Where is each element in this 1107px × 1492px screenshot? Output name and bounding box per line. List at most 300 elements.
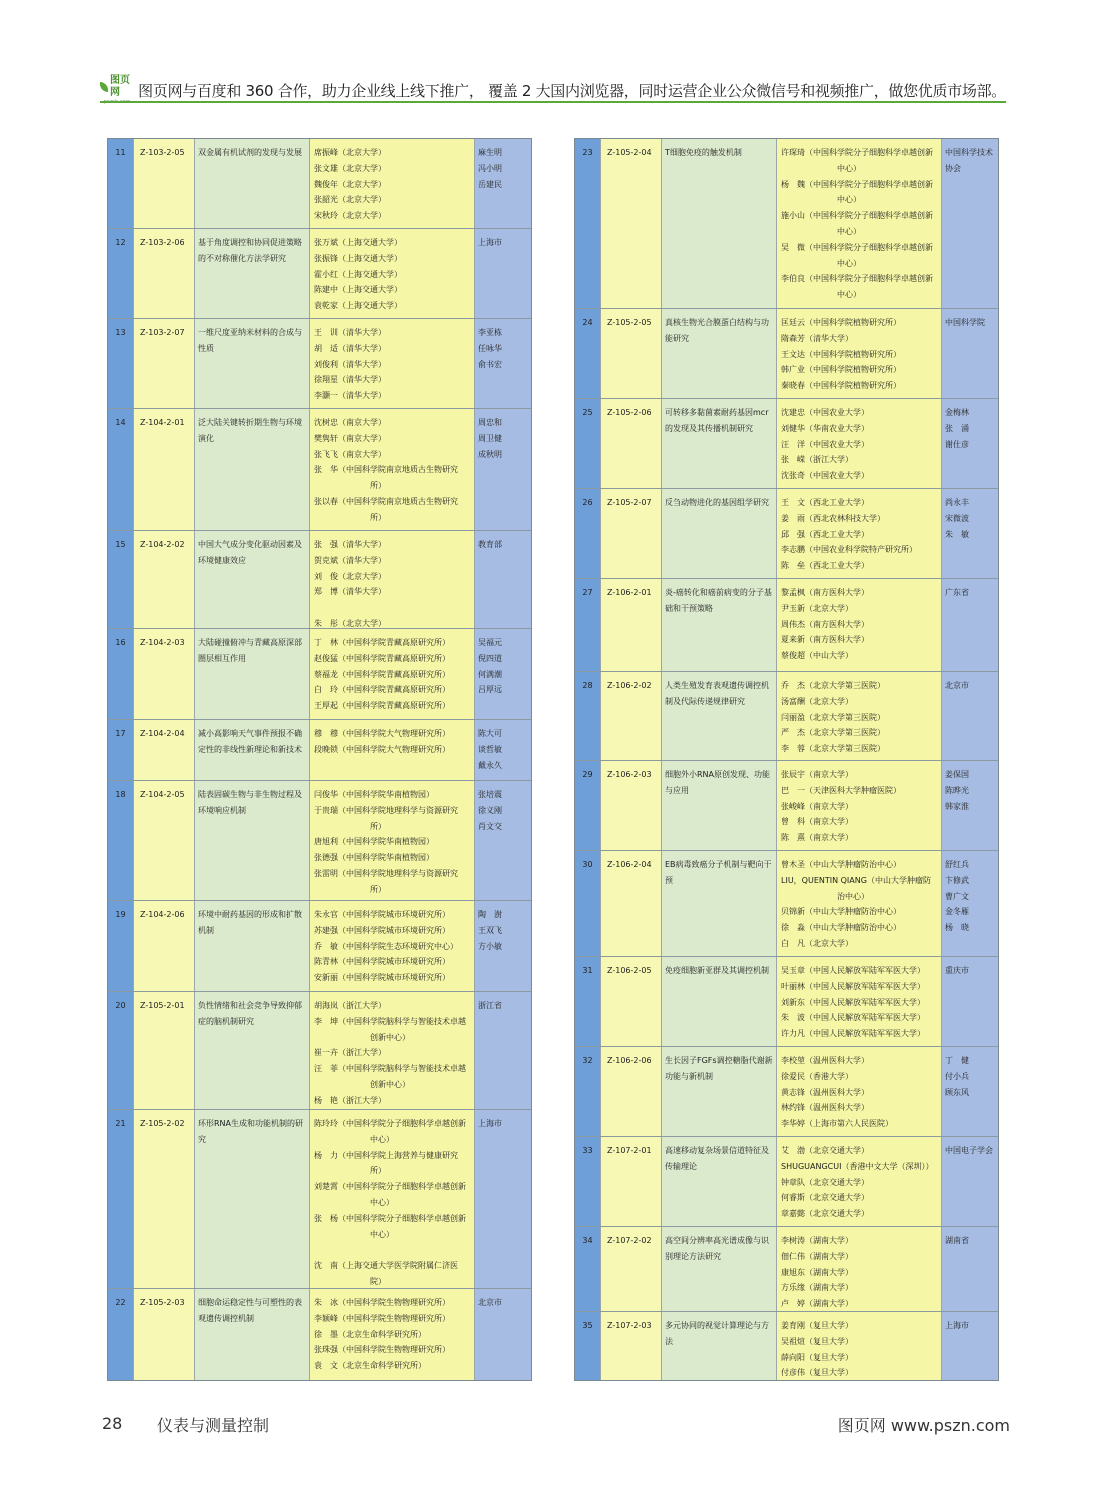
project-title: 多元协同的视觉计算理论与方法 (662, 1312, 777, 1381)
row-number: 18 (108, 781, 134, 900)
member-line: 王文达（中国科学院植物研究所） (781, 349, 901, 359)
member-line: 黄志锋（温州医科大学） (781, 1087, 869, 1097)
recommender-line: 陈大可 (478, 729, 502, 738)
table-row (575, 1227, 998, 1312)
recommender-line: 教育部 (478, 540, 502, 549)
row-number: 12 (108, 229, 134, 318)
member-line: 吴 微（中国科学院分子细胞科学卓越创新 (781, 242, 933, 252)
member-line: 蔡福龙（中国科学院青藏高原研究所） (314, 669, 450, 679)
table-row (108, 781, 531, 901)
recommender-line: 张 涌 (945, 423, 969, 433)
table-row (575, 1312, 998, 1381)
project-code: Z-104-2-03 (134, 629, 195, 719)
project-title: 细胞命运稳定性与可塑性的表观遗传调控机制 (195, 1289, 310, 1381)
recommender-line: 谈哲敏 (478, 744, 502, 754)
member-line: 陈 熹（南京大学） (781, 833, 853, 843)
site-logo[interactable] (100, 74, 134, 102)
table-row (108, 901, 531, 992)
member-line: 李颖峰（中国科学院生物物理研究所） (314, 1313, 450, 1323)
member-line-cont: 中心） (837, 163, 861, 173)
member-line: 汪 菲（中国科学院脑科学与智能技术卓越 (314, 1064, 466, 1074)
project-code: Z-105-2-05 (601, 309, 662, 398)
member-line: 王厚起（中国科学院青藏高原研究所） (314, 701, 450, 711)
recommender (475, 629, 531, 719)
member-line-cont: 所） (370, 512, 386, 522)
project-title: 高空间分辨率高光谱成像与识别理论方法研究 (662, 1227, 777, 1311)
project-code: Z-107-2-01 (601, 1137, 662, 1226)
footer-site[interactable]: 图页网 www.pszn.com (837, 1416, 1010, 1435)
project-code: Z-104-2-02 (134, 531, 195, 628)
member-line: 崔一卉（浙江大学） (314, 1048, 386, 1058)
member-line: 朱 冰（中国科学院生物物理研究所） (314, 1298, 450, 1307)
project-members (777, 1312, 942, 1381)
member-line: 乔 敏（中国科学院生态环境研究中心） (314, 941, 458, 951)
member-line: 袁乾家（上海交通大学） (314, 301, 402, 311)
project-title: 减小高影响天气事件预报不确定性的非线性新理论和新技术 (195, 720, 310, 780)
member-line: 张 华（中国科学院南京地质古生物研究 (314, 465, 458, 475)
member-line: 白 玲（中国科学院青藏高原研究所） (314, 685, 450, 695)
recommender-line: 岳建民 (478, 179, 502, 189)
member-line: 张 杨（中国科学院分子细胞科学卓越创新 (314, 1213, 466, 1223)
page-number: 28 (102, 1414, 123, 1433)
recommender-line: 李亚栋 (478, 328, 502, 337)
row-number: 11 (108, 139, 134, 228)
member-line-cont: 中心） (837, 258, 861, 268)
member-line: 沈建忠（中国农业大学） (781, 408, 869, 417)
recommender-line: 陶 澍 (478, 910, 502, 919)
row-number: 15 (108, 531, 134, 628)
project-code: Z-107-2-02 (601, 1227, 662, 1311)
recommender-line: 徐义刚 (478, 805, 502, 815)
project-title: 一维尺度亚纳米材料的合成与性质 (195, 319, 310, 408)
project-code: Z-106-2-05 (601, 957, 662, 1046)
member-line: 魏俊年（北京大学） (314, 179, 386, 189)
recommender-line: 中国科学技术 (945, 148, 993, 157)
project-members (777, 309, 942, 398)
recommender-line: 中国科学院 (945, 318, 985, 327)
recommender (475, 901, 531, 991)
row-number: 31 (575, 957, 601, 1046)
project-title: 泛大陆关键转折期生物与环境演化 (195, 409, 310, 530)
recommender-line: 尚永丰 (945, 498, 969, 507)
table-row (108, 720, 531, 781)
member-line: 方乐缘（湖南大学） (781, 1283, 853, 1293)
recommender-line: 韩家淮 (945, 801, 969, 811)
table-row (575, 579, 998, 672)
member-line: 郑 博（清华大学） (314, 587, 386, 597)
project-members (310, 139, 475, 228)
recommender-line: 协会 (945, 163, 961, 173)
row-number: 35 (575, 1312, 601, 1381)
project-code: Z-105-2-04 (601, 139, 662, 308)
member-line: 李灏一（清华大学） (314, 391, 386, 401)
recommender-line: 宋微波 (945, 513, 969, 523)
row-number: 34 (575, 1227, 601, 1311)
row-number: 26 (575, 489, 601, 578)
recommender-line: 方小敏 (478, 941, 502, 951)
member-line: 杨 力（中国科学院上海营养与健康研究 (314, 1150, 458, 1160)
member-line: 王 训（清华大学） (314, 328, 386, 337)
member-line: 陈建中（上海交通大学） (314, 285, 402, 295)
project-members (777, 851, 942, 956)
member-line: 许琛琦（中国科学院分子细胞科学卓越创新 (781, 148, 933, 157)
member-line: 张 嵘（浙江大学） (781, 455, 853, 465)
recommender (942, 139, 998, 308)
recommender (475, 781, 531, 900)
recommender (475, 1289, 531, 1381)
recommender (942, 957, 998, 1046)
table-row (108, 1289, 531, 1381)
member-line: 于贵瑞（中国科学院地理科学与资源研究 (314, 805, 458, 815)
member-line: 张万斌（上海交通大学） (314, 238, 402, 247)
row-number: 13 (108, 319, 134, 408)
member-line: 张以春（中国科学院南京地质古生物研究 (314, 496, 458, 506)
member-line: 林约锋（温州医科大学） (781, 1103, 869, 1113)
member-line-cont: 创新中心） (370, 1079, 410, 1089)
member-line: 陈玲玲（中国科学院分子细胞科学卓越创新 (314, 1119, 466, 1128)
member-line: 朱 彤（北京大学） (314, 618, 386, 628)
project-code: Z-107-2-03 (601, 1312, 662, 1381)
recommender-line: 倪四道 (478, 653, 502, 663)
recommender-line: 肖文交 (478, 821, 502, 831)
project-title: 人类生殖发育表观遗传调控机制及代际传递规律研究 (662, 672, 777, 760)
member-line: 张辰宇（南京大学） (781, 770, 853, 779)
member-line-cont: 所） (370, 821, 386, 831)
member-line: 沈 南（上海交通大学医学院附属仁济医 (314, 1261, 458, 1271)
project-code: Z-105-2-06 (601, 399, 662, 488)
recommender (475, 319, 531, 408)
member-line: 贝锦新（中山大学肿瘤防治中心） (781, 907, 901, 917)
table-row (108, 139, 531, 229)
project-members (310, 409, 475, 530)
project-title: 负性情绪和社会竞争导致抑郁症的脑机制研究 (195, 992, 310, 1109)
project-title: 炎-癌转化和癌前病变的分子基础和干预策略 (662, 579, 777, 671)
page-header (100, 76, 1006, 104)
recommender-line: 吕厚远 (478, 685, 502, 695)
table-row (575, 761, 998, 851)
member-line: 严 杰（北京大学第三医院） (781, 728, 885, 738)
member-line: 张珠强（中国科学院生物物理研究所） (314, 1345, 450, 1355)
recommender-line: 俞书宏 (478, 359, 502, 369)
recommender-line: 谢仕彦 (945, 439, 969, 449)
member-line: 丁 林（中国科学院青藏高原研究所） (314, 638, 450, 647)
member-line: 汤富酬（北京大学） (781, 696, 853, 706)
member-line: 付彦伟（复旦大学） (781, 1368, 853, 1378)
member-line: 樊隽轩（南京大学） (314, 433, 386, 443)
member-line: 姜育刚（复旦大学） (781, 1321, 853, 1330)
recommender (475, 1110, 531, 1288)
member-line: 刘新东（中国人民解放军陆军军医大学） (781, 997, 925, 1007)
member-line: 杨 艳（浙江大学） (314, 1095, 386, 1105)
project-members (310, 319, 475, 408)
member-line: 徐爱民（香港大学） (781, 1071, 853, 1081)
project-members (310, 1289, 475, 1381)
project-title: 中国大气成分变化驱动因素及环境健康效应 (195, 531, 310, 628)
member-line: 施小山（中国科学院分子细胞科学卓越创新 (781, 211, 933, 221)
member-line: 周伟杰（南方医科大学） (781, 619, 869, 629)
member-line-cont: 中心） (837, 195, 861, 205)
row-number: 16 (108, 629, 134, 719)
recommender (942, 761, 998, 850)
member-line: 安新丽（中国科学院城市环境研究所） (314, 973, 450, 983)
row-number: 29 (575, 761, 601, 850)
member-line: 张雷明（中国科学院地理科学与资源研究 (314, 868, 458, 878)
member-line: 张 强（清华大学） (314, 540, 386, 549)
recommender (942, 579, 998, 671)
project-title: 高速移动复杂场景信道特征及传输理论 (662, 1137, 777, 1226)
member-line: 蔡俊超（中山大学） (781, 651, 853, 661)
member-line: 姜 雨（西北农林科技大学） (781, 513, 885, 523)
project-code: Z-106-2-02 (601, 672, 662, 760)
recommender-line: 浙江省 (478, 1001, 502, 1010)
project-members (777, 579, 942, 671)
project-code: Z-105-2-01 (134, 992, 195, 1109)
member-line: 张文雄（北京大学） (314, 163, 386, 173)
member-line: 黎孟枫（南方医科大学） (781, 588, 869, 597)
row-number: 32 (575, 1047, 601, 1136)
member-line: 宋秋玲（北京大学） (314, 211, 386, 221)
header-banner-text: 图页网与百度和 360 合作，助力企业线上线下推广， 覆盖 2 大国内浏览器，同时运营企业公众微信号和视频推广，做您优质市场部。 (138, 81, 1006, 100)
recommender-line: 丁 健 (945, 1056, 969, 1065)
member-line: 艾 渤（北京交通大学） (781, 1146, 869, 1155)
project-code: Z-106-2-01 (601, 579, 662, 671)
member-line: 康旭东（湖南大学） (781, 1267, 853, 1277)
project-members (310, 781, 475, 900)
project-members (777, 1047, 942, 1136)
recommender-line: 舒红兵 (945, 860, 969, 869)
project-title: 环形RNA生成和功能机制的研究 (195, 1110, 310, 1288)
recommender-line: 任咏华 (478, 343, 502, 353)
member-line: 张飞飞（南京大学） (314, 449, 386, 459)
member-line: 张德强（中国科学院华南植物园） (314, 853, 434, 863)
member-line: 李伯良（中国科学院分子细胞科学卓越创新 (781, 274, 933, 284)
recommender-line: 戴永久 (478, 760, 502, 770)
member-line: 刘楚霄（中国科学院分子细胞科学卓越创新 (314, 1182, 466, 1192)
project-title: 大陆碰撞俯冲与青藏高原深部圈层相互作用 (195, 629, 310, 719)
member-line: 巴 一（天津医科大学肿瘤医院） (781, 785, 901, 795)
recommender (942, 309, 998, 398)
member-line: 吴祖煊（复旦大学） (781, 1336, 853, 1346)
table-row (575, 309, 998, 399)
project-members (310, 229, 475, 318)
member-line: 王 文（西北工业大学） (781, 498, 869, 507)
member-line: 段晚锁（中国科学院大气物理研究所） (314, 744, 450, 754)
member-line: 袁 文（北京生命科学研究所） (314, 1361, 426, 1371)
recommender-line: 上海市 (945, 1321, 969, 1330)
member-line: 陈青林（中国科学院城市环境研究所） (314, 957, 450, 967)
recommender-line: 金梅林 (945, 408, 969, 417)
project-title: EB病毒致癌分子机制与靶向干预 (662, 851, 777, 956)
member-line: 钟章队（北京交通大学） (781, 1177, 869, 1187)
recommender-line: 金冬雁 (945, 907, 969, 917)
member-line: 穆 穆（中国科学院大气物理研究所） (314, 729, 450, 738)
project-code: Z-103-2-05 (134, 139, 195, 228)
recommender-line: 冯小明 (478, 163, 502, 173)
member-line: 陈 垒（西北工业大学） (781, 561, 869, 571)
member-line: 朱永官（中国科学院城市环境研究所） (314, 910, 450, 919)
member-line: 席振峰（北京大学） (314, 148, 386, 157)
recommender (942, 1047, 998, 1136)
row-number: 30 (575, 851, 601, 956)
member-line: 张振锋（上海交通大学） (314, 253, 402, 263)
row-number: 21 (108, 1110, 134, 1288)
member-line: 韩广业（中国科学院植物研究所） (781, 365, 901, 375)
recommender (942, 672, 998, 760)
row-number: 17 (108, 720, 134, 780)
project-members (777, 399, 942, 488)
project-members (310, 629, 475, 719)
recommender-line: 顾东风 (945, 1087, 969, 1097)
recommender-line: 付小兵 (945, 1071, 969, 1081)
member-line: 李 坤（中国科学院脑科学与智能技术卓越 (314, 1016, 466, 1026)
member-line: 何睿斯（北京交通大学） (781, 1193, 869, 1203)
project-title: T细胞免疫的触发机制 (662, 139, 777, 308)
member-line: 隋森芳（清华大学） (781, 333, 853, 343)
project-members (777, 489, 942, 578)
row-number: 14 (108, 409, 134, 530)
project-members (777, 957, 942, 1046)
member-line (314, 1242, 474, 1258)
logo-mark (100, 75, 134, 99)
project-title: 双金属有机试剂的发现与发展 (195, 139, 310, 228)
recommender (475, 992, 531, 1109)
member-line: 刘俊利（清华大学） (314, 359, 386, 369)
member-line (314, 600, 474, 616)
table-row (575, 139, 998, 309)
table-row (575, 399, 998, 489)
member-line: 胡海岚（浙江大学） (314, 1001, 386, 1010)
member-line: 贺克斌（清华大学） (314, 555, 386, 565)
recommender-line: 王双飞 (478, 925, 502, 935)
member-line: 霍小红（上海交通大学） (314, 269, 402, 279)
project-title: 细胞外小RNA原创发现、功能与应用 (662, 761, 777, 850)
member-line-cont: 创新中心） (370, 1032, 410, 1042)
row-number: 20 (108, 992, 134, 1109)
member-line-cont: 所） (370, 1166, 386, 1176)
row-number: 23 (575, 139, 601, 308)
member-line: 李志鹏（中国农业科学院特产研究所） (781, 545, 917, 555)
recommender-line: 曹广文 (945, 891, 969, 901)
member-line: 杨 魏（中国科学院分子细胞科学卓越创新 (781, 179, 933, 189)
recommender-line: 朱 敏 (945, 529, 969, 539)
project-code: Z-106-2-03 (601, 761, 662, 850)
recommender (475, 229, 531, 318)
recommender (942, 1312, 998, 1381)
member-line-cont: 治中心） (837, 891, 869, 901)
table-row (575, 851, 998, 957)
recommender-line: 吴福元 (478, 638, 502, 647)
member-line: 李 蓉（北京大学第三医院） (781, 744, 885, 754)
table-row (108, 409, 531, 531)
project-title: 陆表固碳生物与非生物过程及环境响应机制 (195, 781, 310, 900)
table-row (575, 1137, 998, 1227)
project-members (310, 720, 475, 780)
recommender-line: 陈晔光 (945, 785, 969, 795)
project-code: Z-106-2-06 (601, 1047, 662, 1136)
member-line: 许力凡（中国人民解放军陆军军医大学） (781, 1029, 925, 1039)
project-title: 生长因子FGFs调控糖脂代谢新功能与新机制 (662, 1047, 777, 1136)
member-line: 匡廷云（中国科学院植物研究所） (781, 318, 901, 327)
recommender-line: 卞修武 (945, 875, 969, 885)
member-line: 乔 杰（北京大学第三医院） (781, 681, 885, 690)
table-row (575, 1047, 998, 1137)
project-title: 环境中耐药基因的形成和扩散机制 (195, 901, 310, 991)
member-line: 章嘉懿（北京交通大学） (781, 1209, 869, 1219)
member-line: 沈树忠（南京大学） (314, 418, 386, 427)
member-line: 张韶光（北京大学） (314, 195, 386, 205)
recommender-line: 何满潮 (478, 669, 502, 679)
member-line: SHUGUANGCUI（香港中文大学（深圳）） (781, 1161, 934, 1171)
member-line: 汪 洋（中国农业大学） (781, 439, 869, 449)
table-row (108, 629, 531, 720)
member-line: 卢 婷（湖南大学） (781, 1299, 853, 1309)
member-line-cont: 中心） (837, 226, 861, 236)
member-line-cont: 所） (370, 884, 386, 894)
recommender-line: 湖南省 (945, 1236, 969, 1245)
recommender (475, 409, 531, 530)
member-line: 白 凡（北京大学） (781, 938, 853, 948)
member-line: 闫俊华（中国科学院华南植物园） (314, 790, 434, 799)
table-row (575, 489, 998, 579)
table-row (108, 319, 531, 409)
project-code: Z-105-2-02 (134, 1110, 195, 1288)
row-number: 24 (575, 309, 601, 398)
recommender-line: 中国电子学会 (945, 1146, 993, 1155)
project-members (777, 672, 942, 760)
recommender (475, 720, 531, 780)
member-line: 唐旭利（中国科学院华南植物园） (314, 837, 434, 847)
project-code: Z-103-2-06 (134, 229, 195, 318)
member-line: 徐 墨（北京生命科学研究所） (314, 1329, 426, 1339)
member-line: 刘 俊（北京大学） (314, 571, 386, 581)
project-members (777, 1227, 942, 1311)
project-code: Z-104-2-05 (134, 781, 195, 900)
member-line: 朱 波（中国人民解放军陆军军医大学） (781, 1013, 925, 1023)
recommender (942, 489, 998, 578)
table-row (108, 1110, 531, 1289)
recommender (942, 851, 998, 956)
project-title: 基于角度调控和协同促进策略的不对称催化方法学研究 (195, 229, 310, 318)
project-title: 免疫细胞新亚群及其调控机制 (662, 957, 777, 1046)
row-number: 33 (575, 1137, 601, 1226)
row-number: 27 (575, 579, 601, 671)
member-line: 徐 淼（中山大学肿瘤防治中心） (781, 923, 901, 933)
member-line: 赵俊猛（中国科学院青藏高原研究所） (314, 653, 450, 663)
recommender-line: 重庆市 (945, 966, 969, 975)
journal-name: 仪表与测量控制 (157, 1416, 270, 1435)
project-code: Z-105-2-03 (134, 1289, 195, 1381)
project-title: 反刍动物进化的基因组学研究 (662, 489, 777, 578)
project-code: Z-106-2-04 (601, 851, 662, 956)
member-line: 吴玉章（中国人民解放军陆军军医大学） (781, 966, 925, 975)
recommender (475, 139, 531, 228)
recommender (942, 1227, 998, 1311)
recommender (942, 399, 998, 488)
recommender-line: 杨 晓 (945, 923, 969, 933)
project-title: 可转移多黏菌素耐药基因mcr的发现及其传播机制研究 (662, 399, 777, 488)
project-code: Z-105-2-07 (601, 489, 662, 578)
table-row (108, 531, 531, 629)
project-members (310, 901, 475, 991)
member-line: 胡 适（清华大学） (314, 343, 386, 353)
right-table (574, 138, 999, 1381)
row-number: 22 (108, 1289, 134, 1381)
member-line: 曾木圣（中山大学肿瘤防治中心） (781, 860, 901, 869)
member-line: 秦晓春（中国科学院植物研究所） (781, 381, 901, 391)
member-line-cont: 中心） (370, 1229, 394, 1239)
member-line-cont: 所） (370, 481, 386, 491)
member-line: 叶丽林（中国人民解放军陆军军医大学） (781, 981, 925, 991)
